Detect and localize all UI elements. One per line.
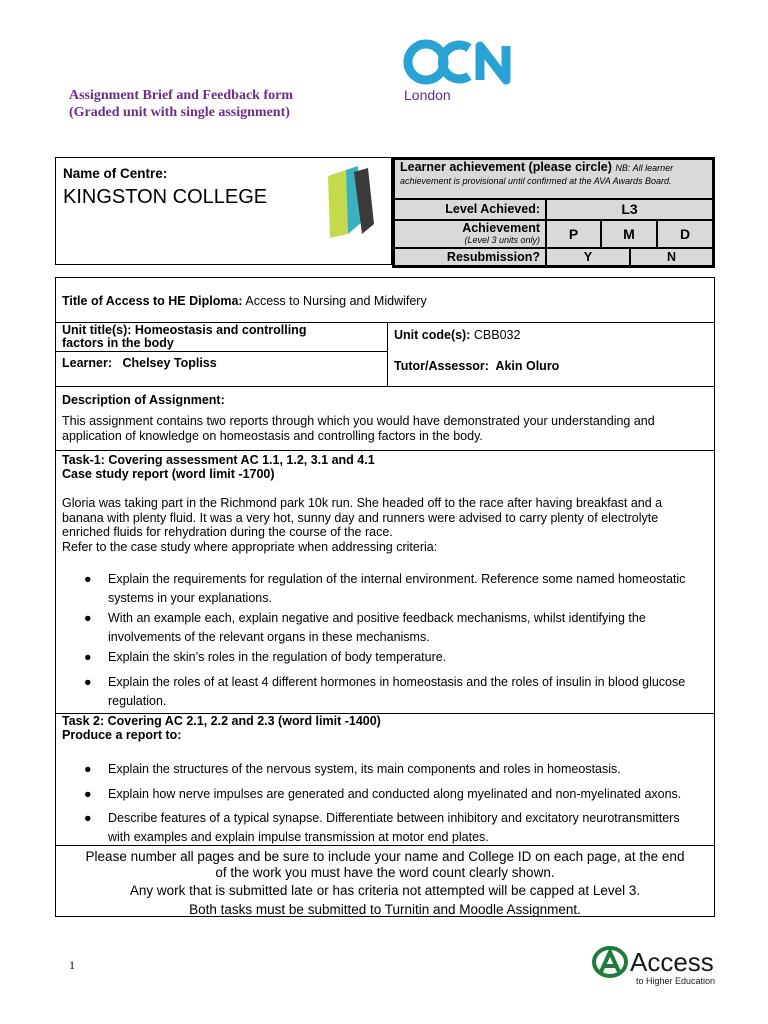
unit-code-row [394, 328, 520, 342]
achievement-label-cell [395, 221, 545, 247]
divider [387, 322, 388, 386]
achievement-sublabel: (Level 3 units only) [464, 235, 540, 245]
bullet-icon: ● [84, 811, 92, 825]
centre-box [55, 157, 392, 265]
achievement-heading: Learner achievement (please circle) NB: All learner achievement is provisional until confirmed at the AVA Awards Board. [395, 160, 712, 198]
submission-instructions: Please number all pages and be sure to include your name and College ID on each page, at the end of the work you must have the word count clearly shown. [85, 849, 685, 880]
resubmission-yes-option[interactable]: Y [547, 249, 629, 265]
level-achieved-label: Level Achieved: [395, 200, 545, 219]
bullet-icon: ● [84, 675, 92, 689]
bullet-icon: ● [84, 787, 92, 801]
unit-code-label: Unit code(s): [394, 328, 471, 342]
unit-title: Unit title(s): Homeostasis and controlling factors in the body [62, 323, 307, 350]
divider [56, 450, 714, 451]
turnitin-note: Both tasks must be submitted to Turnitin and Moodle Assignment. [189, 902, 581, 917]
achievement-table [392, 157, 715, 268]
page-number: 1 [69, 958, 75, 972]
grade-pass-option[interactable]: P [547, 221, 600, 247]
diploma-title-row [62, 294, 427, 308]
divider [56, 351, 387, 352]
learner-name: Chelsey Topliss [122, 356, 217, 370]
learner-row [62, 356, 217, 370]
achievement-label: Achievement [462, 221, 540, 235]
diploma-value: Access to Nursing and Midwifery [245, 294, 427, 308]
access-logo-text: Access [630, 947, 714, 977]
learner-label: Learner: [62, 356, 113, 370]
tutor-label: Tutor/Assessor: [394, 359, 489, 373]
description-heading: Description of Assignment: [62, 393, 225, 407]
centre-name: KINGSTON COLLEGE [63, 186, 268, 208]
late-work-note: Any work that is submitted late or has criteria not attempted will be capped at Level 3. [129, 883, 641, 898]
ocn-logo-sub: London [404, 87, 451, 103]
bullet-icon: ● [84, 762, 92, 776]
grade-merit-option[interactable]: M [602, 221, 656, 247]
bullet-icon: ● [84, 650, 92, 664]
unit-code-value: CBB032 [473, 328, 521, 342]
access-to-he-logo [592, 944, 732, 988]
assignment-details-box: Title of Access to HE Diploma: Access to Nursing and Midwifery Unit title(s): Homeostasis and controlling factors in the body Unit code(s): CBB032 Learner: Chelsey Topliss Tutor/Assessor: Akin Oluro Description of Assignment: This assignment contains two reports through which you would have demonstrated your understanding and application of knowledge on homeostasis and controlling factors in the body. Task-1: Covering assessment AC 1.1, 1.2, 3.1 and 4.1 Case study report (word limit -1700) Gloria was taking part in the Richmond park 10k run. She headed off to the race after having breakfast and a banana with plenty fluid. It was a very hot, sunny day and runners were advised to carry plenty of electrolyte enriched fluids for rehydration during the course of the race. Refer to the case study where appropriate when addressing criteria: ● Explain the requirements for regulation of the internal environment. Reference some named homeostatic systems in your explanations. ● With an example each, explain negative and positive feedback mechanisms, whilst identifying the involvements of the relevant organs in these mechanisms. ● Explain the skin’s roles in the regulation of body temperature. ● Explain the roles of at least 4 different hormones in homeostasis and the roles of insulin in blood glucose regulation. Task 2: Covering AC 2.1, 2.2 and 2.3 (word limit -1400) Produce a report to: ● Explain the structures of the nervous system, its main components and roles in homeostasis. ● Explain how nerve impulses are generated and conducted along myelinated and non-myelinated axons. ● Describe features of a typical synapse. Differentiate between inhibitory and excitatory neurotransmitters with examples and explain impulse transmission at motor end plates. Please number all pages and be sure to include your name and College ID on each page, at the end of the work you must have the word count clearly shown. Any work that is submitted late or has criteria not attempted will be capped at Level 3. Both tasks must be submitted to Turnitin and Moodle Assignment. [55, 277, 715, 917]
ocn-london-logo [402, 38, 520, 104]
centre-label: Name of Centre: [63, 166, 168, 181]
divider [56, 845, 714, 846]
access-logo-sub: to Higher Education [636, 976, 716, 986]
level-achieved-value: L3 [547, 200, 712, 219]
task1-heading: Task-1: Covering assessment AC 1.1, 1.2, 3.1 and 4.1 Case study report (word limit -1700) [62, 453, 375, 481]
tutor-row [394, 359, 559, 373]
bullet-icon: ● [84, 572, 92, 586]
tutor-name: Akin Oluro [495, 359, 560, 373]
form-title [69, 87, 293, 121]
grade-distinction-option[interactable]: D [658, 221, 712, 247]
task2-heading: Task 2: Covering AC 2.1, 2.2 and 2.3 (word limit -1400) Produce a report to: [62, 714, 381, 742]
diploma-label: Title of Access to HE Diploma: [62, 294, 243, 308]
kingston-college-logo-icon [318, 162, 384, 240]
description-text: This assignment contains two reports through which you would have demonstrated your understanding and application of knowledge on homeostasis and controlling factors in the body. [62, 414, 655, 443]
form-title-line1: Assignment Brief and Feedback form [69, 88, 293, 103]
divider [56, 386, 714, 387]
bullet-icon: ● [84, 611, 92, 625]
resubmission-label: Resubmission? [395, 249, 545, 265]
form-title-line2: (Graded unit with single assignment) [69, 105, 290, 120]
task1-case-study: Gloria was taking part in the Richmond park 10k run. She headed off to the race after having breakfast and a banana with plenty fluid. It was a very hot, sunny day and runners were advised to carry plenty of electrolyte enriched fluids for rehydration during the course of the race. Refer to the case study where appropriate when addressing criteria: [62, 496, 663, 554]
resubmission-no-option[interactable]: N [631, 249, 712, 265]
